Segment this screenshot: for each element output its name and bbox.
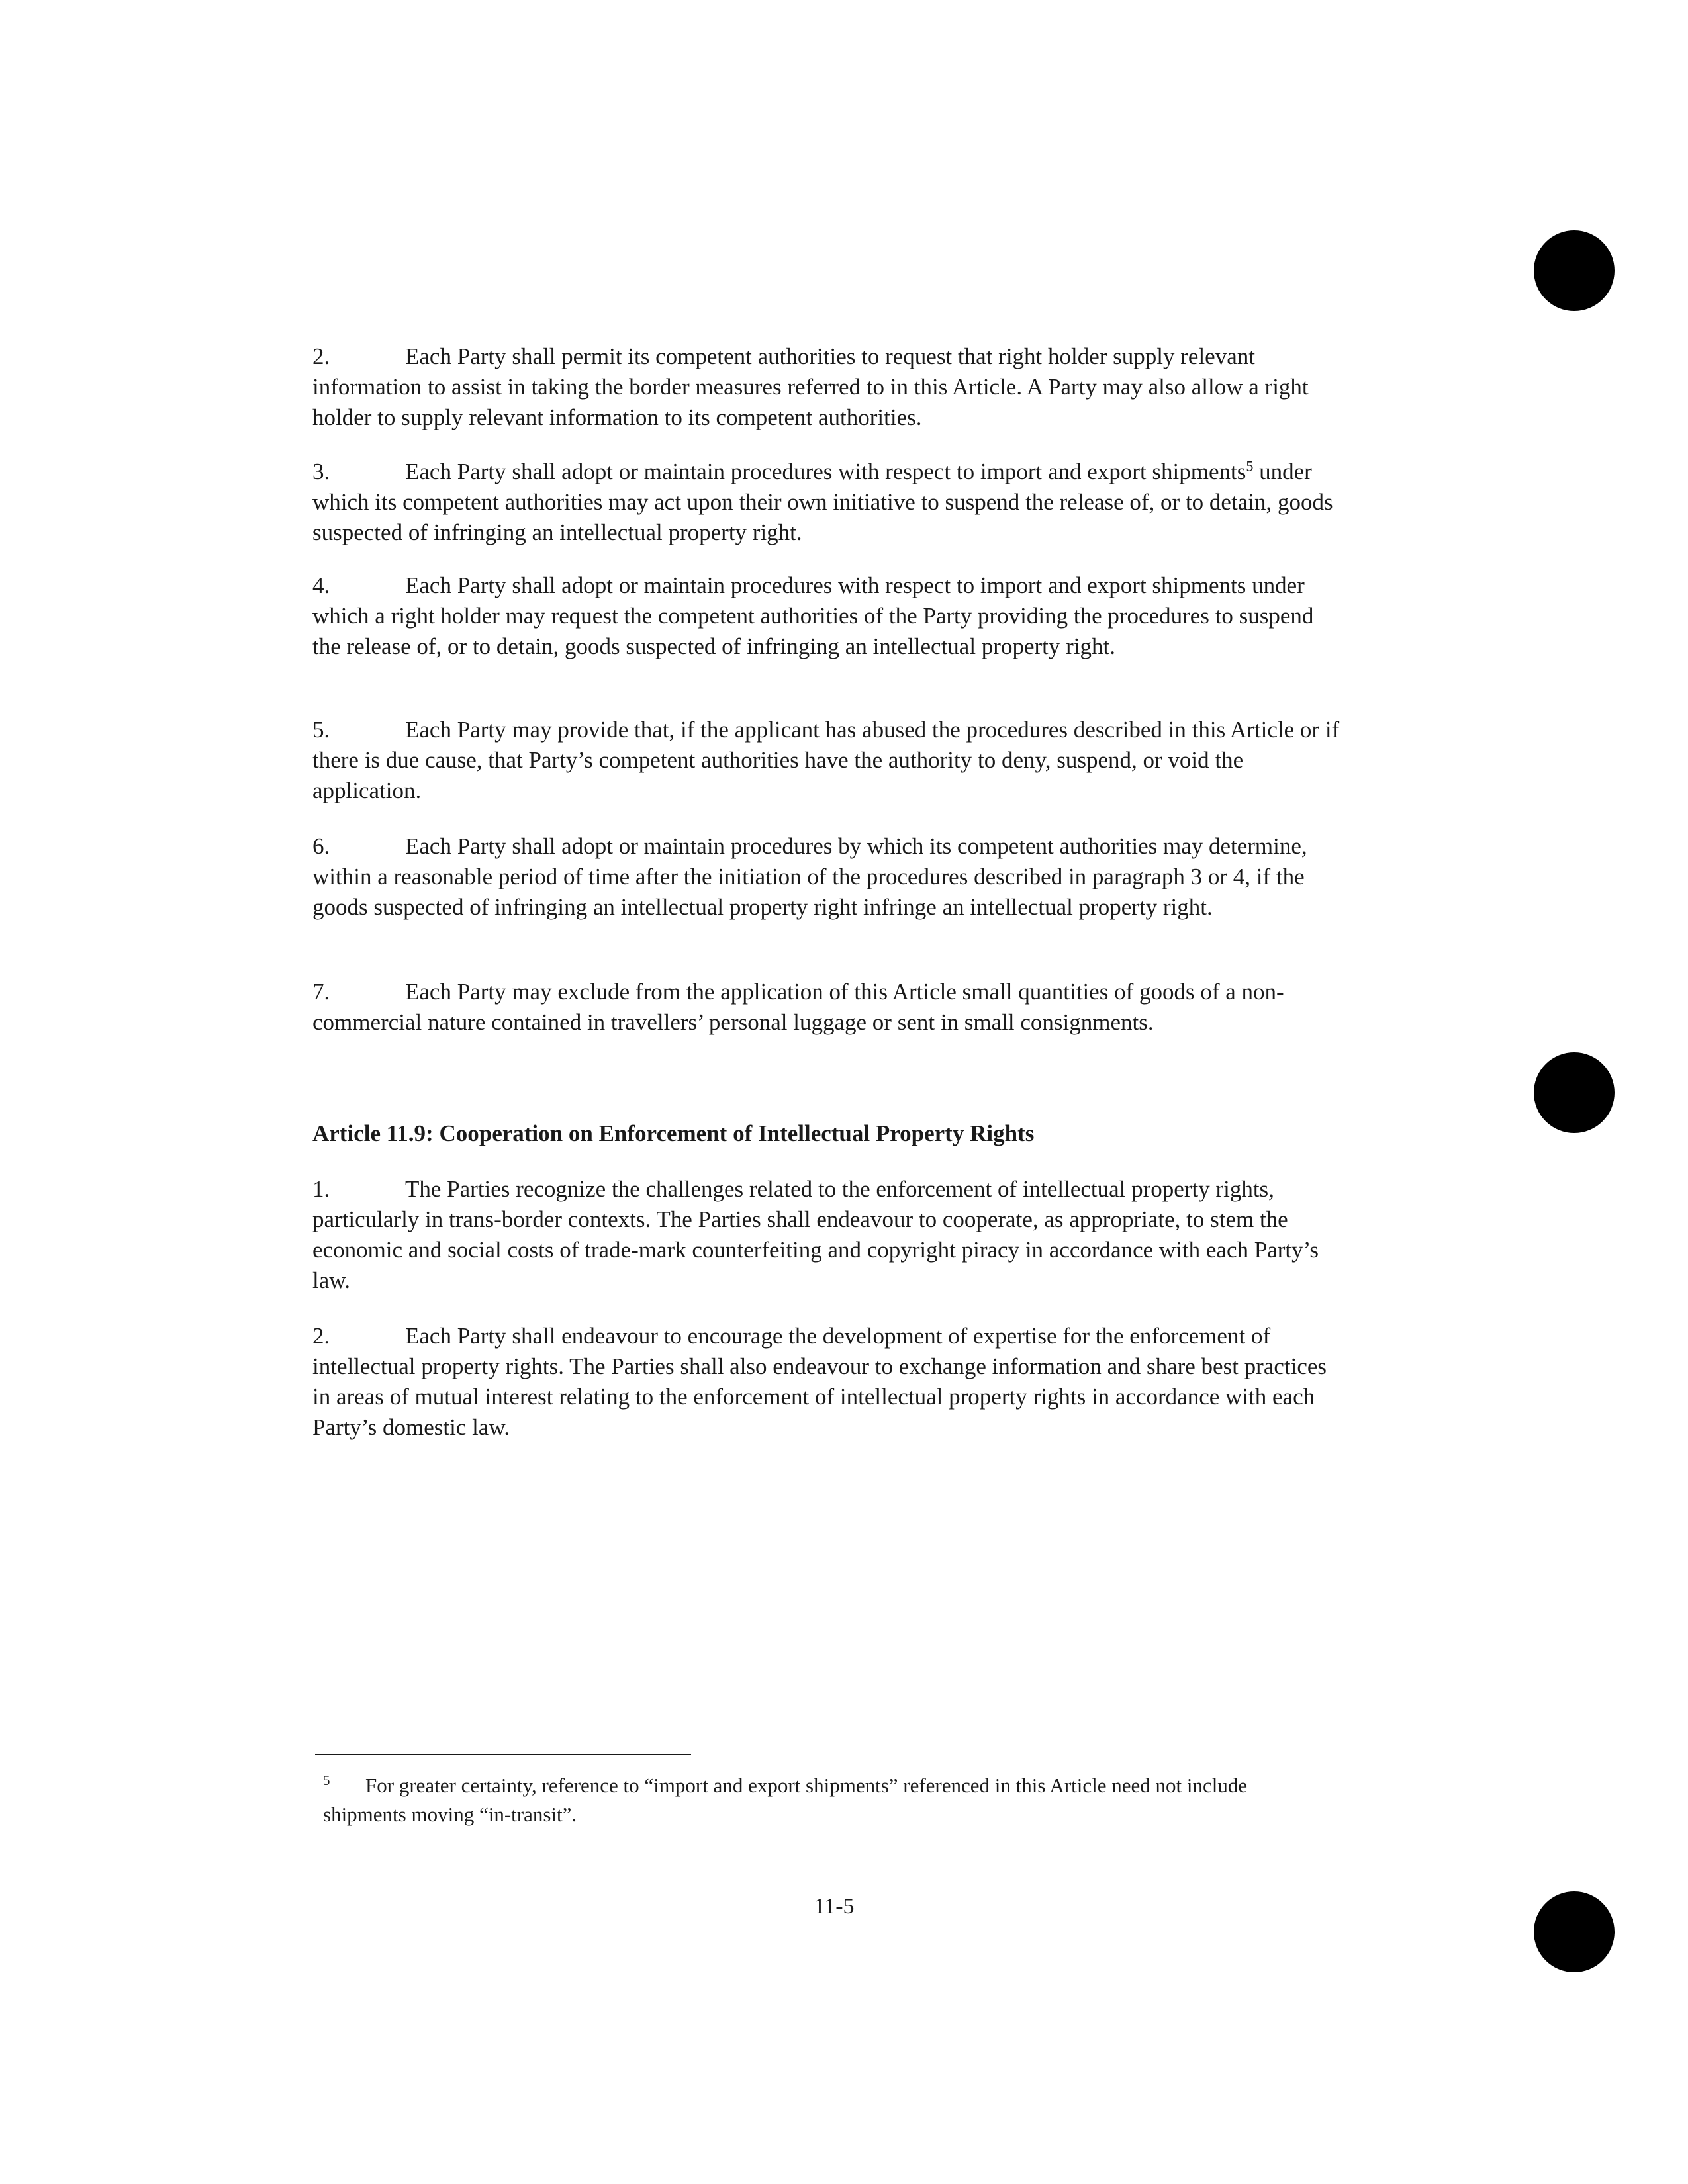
paragraph-2 [312, 341, 1345, 433]
footnote-text: For greater certainty, reference to “import and export shipments” referenced in this Article need not include shipments moving “in-transit”. [323, 1774, 1248, 1826]
paragraph-number: 4. [312, 572, 330, 598]
paragraph-3 [312, 457, 1345, 548]
paragraph-text: Each Party shall adopt or maintain procedures by which its competent authorities may determine, within a reasonable period of time after the initiation of the procedures described in paragraph 3 or 4, if the goods suspected of infringing an intellectual property right infringe an intellectual property right. [312, 833, 1307, 920]
paragraph-number: 1. [312, 1176, 330, 1202]
footnote-divider [315, 1754, 691, 1755]
paragraph-text: The Parties recognize the challenges related to the enforcement of intellectual property rights, particularly in trans-border contexts. The Parties shall endeavour to cooperate, as appropriate, to stem the economic and social costs of trade-mark counterfeiting and copyright piracy in accordance with each Party’s law. [312, 1176, 1319, 1293]
paragraph-number: 2. [312, 1323, 330, 1349]
paragraph-text: Each Party may provide that, if the applicant has abused the procedures described in this Article or if there is due cause, that Party’s competent authorities have the authority to deny, suspend, or void the application. [312, 717, 1340, 803]
paragraph-5 [312, 715, 1345, 806]
paragraph-number: 7. [312, 979, 330, 1005]
article-paragraph-1 [312, 1174, 1345, 1296]
paragraph-text-after: under which its competent authorities may act upon their own initiative to suspend the release of, or to detain, goods suspected of infringing an intellectual property right. [312, 459, 1333, 545]
paragraph-number: 5. [312, 717, 330, 743]
paragraph-7 [312, 977, 1345, 1038]
page-number: 11-5 [814, 1894, 855, 1919]
paragraph-number: 2. [312, 343, 330, 369]
footnote-reference: 5 [1246, 457, 1254, 475]
paragraph-6 [312, 831, 1345, 923]
punch-hole-middle [1534, 1052, 1615, 1133]
punch-hole-bottom [1534, 1891, 1615, 1972]
article-paragraph-2 [312, 1321, 1345, 1443]
footnote: 5 For greater certainty, reference to “import and export shipments” referenced in this Article need not include shipments moving “in-transit”. [323, 1772, 1248, 1826]
paragraph-number: 3. [312, 459, 330, 484]
paragraph-number: 6. [312, 833, 330, 859]
article-heading: Article 11.9: Cooperation on Enforcement of Intellectual Property Rights [312, 1120, 1035, 1146]
paragraph-text: Each Party shall permit its competent authorities to request that right holder supply relevant information to assist in taking the border measures referred to in this Article. A Party may also allow a right holder to supply relevant information to its competent authorities. [312, 343, 1309, 430]
paragraph-text-before: Each Party shall adopt or maintain procedures with respect to import and export shipments [405, 459, 1246, 484]
paragraph-text: Each Party shall endeavour to encourage the development of expertise for the enforcement of intellectual property rights. The Parties shall also endeavour to exchange information and share best practices in areas of mutual interest relating to the enforcement of intellectual property rights in accordance with each Party’s domestic law. [312, 1323, 1327, 1440]
paragraph-4 [312, 570, 1345, 662]
punch-hole-top [1534, 230, 1615, 311]
paragraph-text: Each Party may exclude from the application of this Article small quantities of goods of a non-commercial nature contained in travellers’ personal luggage or sent in small consignments. [312, 979, 1284, 1035]
paragraph-text: Each Party shall adopt or maintain procedures with respect to import and export shipments under which a right holder may request the competent authorities of the Party providing the procedures to suspend the release of, or to detain, goods suspected of infringing an intellectual property right. [312, 572, 1314, 659]
